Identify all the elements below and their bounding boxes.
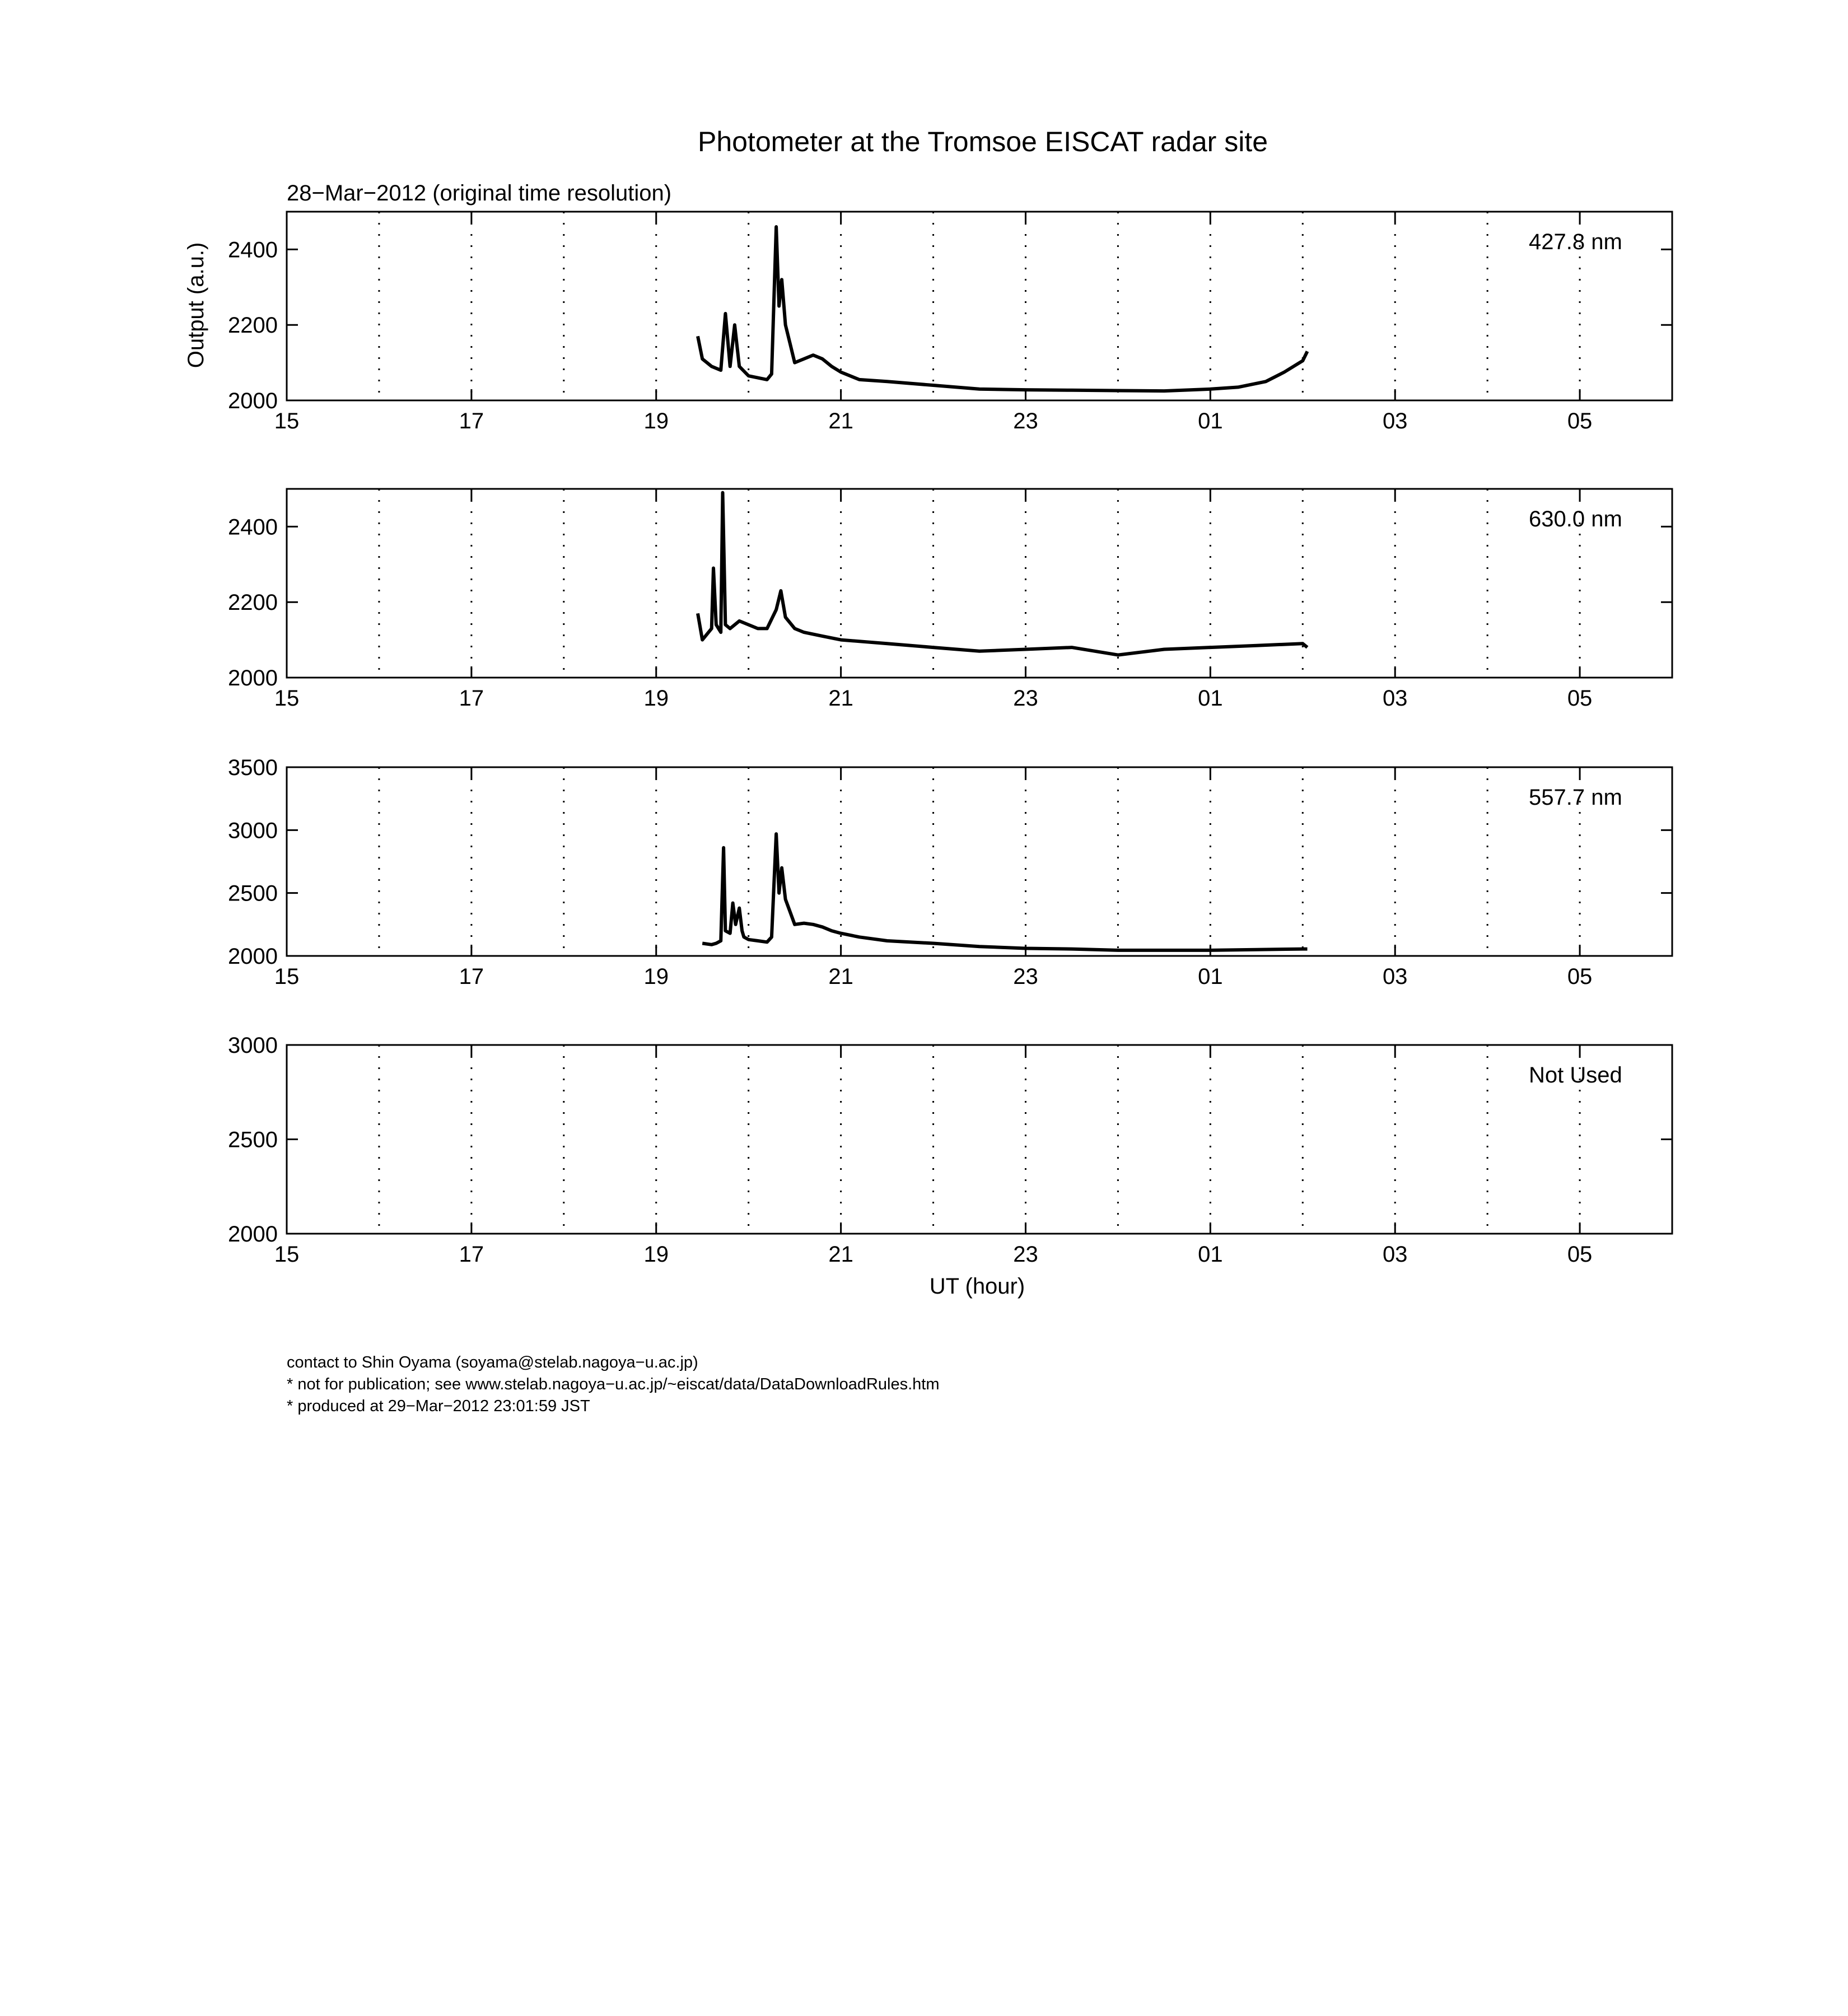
x-tick-label: 05 <box>1567 409 1593 433</box>
x-tick-label: 17 <box>459 1242 484 1267</box>
x-tick-label: 03 <box>1382 1242 1408 1267</box>
y-tick-label: 2500 <box>228 881 278 906</box>
y-tick-label: 2000 <box>228 666 278 690</box>
panel-2 <box>228 489 1672 711</box>
panel-annotation: 557.7 nm <box>1529 785 1622 810</box>
footer-line-3: * produced at 29−Mar−2012 23:01:59 JST <box>287 1397 590 1415</box>
y-tick-label: 2000 <box>228 1222 278 1247</box>
panel-annotation: 427.8 nm <box>1529 230 1622 254</box>
y-tick-label: 2200 <box>228 590 278 615</box>
y-tick-label: 2000 <box>228 389 278 413</box>
figure-subtitle: 28−Mar−2012 (original time resolution) <box>287 181 672 206</box>
y-tick-label: 3000 <box>228 1033 278 1058</box>
x-tick-label: 01 <box>1198 686 1223 711</box>
panel-annotation: 630.0 nm <box>1529 507 1622 531</box>
y-tick-label: 3000 <box>228 818 278 843</box>
x-tick-label: 19 <box>643 409 669 433</box>
plot-frame <box>287 212 1672 400</box>
x-tick-label: 17 <box>459 409 484 433</box>
footer-line-1: contact to Shin Oyama (soyama@stelab.nagoya−u.ac.jp) <box>287 1354 698 1371</box>
x-tick-label: 05 <box>1567 964 1593 989</box>
panel-4 <box>228 1033 1672 1267</box>
x-axis-label: UT (hour) <box>929 1274 1025 1299</box>
x-tick-label: 15 <box>274 1242 300 1267</box>
panel-annotation: Not Used <box>1529 1063 1622 1088</box>
y-tick-label: 2500 <box>228 1127 278 1152</box>
x-tick-label: 15 <box>274 686 300 711</box>
y-tick-label: 2400 <box>228 515 278 540</box>
footer-line-2: * not for publication; see www.stelab.nagoya−u.ac.jp/~eiscat/data/DataDownloadRules.htm <box>287 1375 940 1393</box>
y-tick-label: 2200 <box>228 313 278 338</box>
y-tick-label: 2000 <box>228 944 278 969</box>
series-line <box>702 834 1307 950</box>
x-tick-label: 01 <box>1198 964 1223 989</box>
x-tick-label: 23 <box>1013 964 1038 989</box>
x-tick-label: 03 <box>1382 686 1408 711</box>
x-tick-label: 21 <box>828 1242 853 1267</box>
series-line <box>698 493 1308 655</box>
x-tick-label: 23 <box>1013 1242 1038 1267</box>
x-tick-label: 05 <box>1567 1242 1593 1267</box>
panel-1 <box>228 212 1672 433</box>
y-tick-label: 3500 <box>228 755 278 780</box>
x-tick-label: 17 <box>459 964 484 989</box>
x-tick-label: 21 <box>828 686 853 711</box>
plot-frame <box>287 1045 1672 1234</box>
x-tick-label: 05 <box>1567 686 1593 711</box>
x-tick-label: 21 <box>828 409 853 433</box>
plot-frame <box>287 489 1672 678</box>
panel-3 <box>228 755 1672 989</box>
series-line <box>698 227 1308 391</box>
x-tick-label: 01 <box>1198 1242 1223 1267</box>
x-tick-label: 03 <box>1382 409 1408 433</box>
y-tick-label: 2400 <box>228 237 278 263</box>
plot-frame <box>287 767 1672 956</box>
x-tick-label: 23 <box>1013 686 1038 711</box>
x-tick-label: 19 <box>643 686 669 711</box>
x-tick-label: 21 <box>828 964 853 989</box>
x-tick-label: 19 <box>643 964 669 989</box>
x-tick-label: 01 <box>1198 409 1223 433</box>
x-tick-label: 23 <box>1013 409 1038 433</box>
x-tick-label: 03 <box>1382 964 1408 989</box>
x-tick-label: 19 <box>643 1242 669 1267</box>
x-tick-label: 17 <box>459 686 484 711</box>
x-tick-label: 15 <box>274 964 300 989</box>
figure-title: Photometer at the Tromsoe EISCAT radar site <box>697 126 1268 157</box>
x-tick-label: 15 <box>274 409 300 433</box>
y-axis-label: Output (a.u.) <box>184 242 208 368</box>
